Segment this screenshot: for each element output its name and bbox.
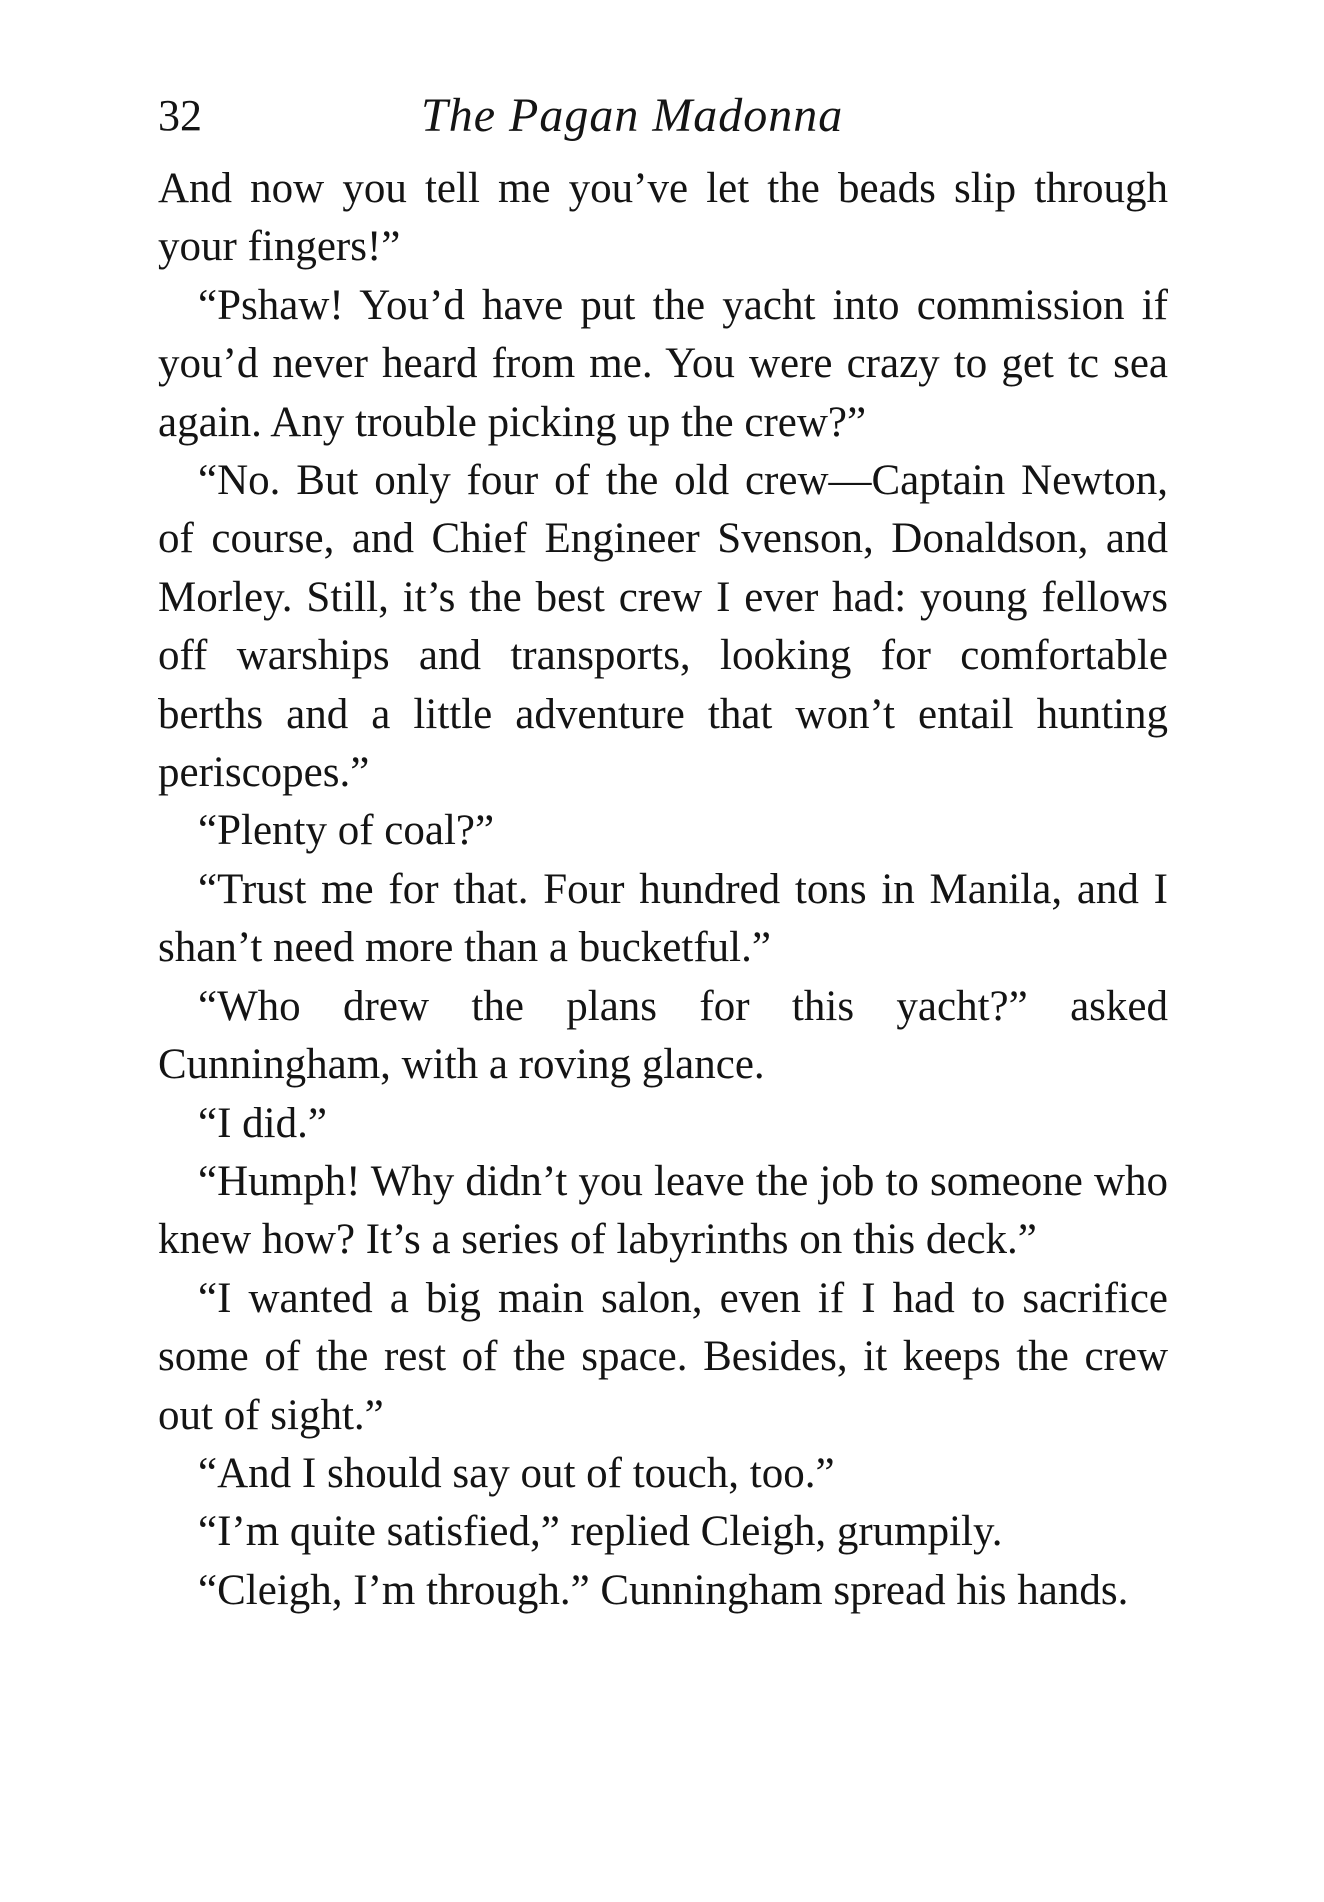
- paragraph: And now you tell me you’ve let the beads slip through your fingers!”: [158, 165, 1168, 271]
- paragraph: “Trust me for that. Four hundred tons in Manila, and I shan’t need more than a bucketful.”: [158, 865, 1168, 972]
- paragraph: “I did.”: [198, 1099, 327, 1147]
- paragraph: “No. But only four of the old crew—Captain Newton, of course, and Chief Engineer Svenson, Donaldson, and Morley. Still, it’s the best crew I ever had: young fellows off warships and transports, looking for comfortable berths and a little adventure that won’t entail hunting periscopes.”: [158, 457, 1168, 797]
- paragraph: “I wanted a big main salon, even if I had to sacrifice some of the rest of the space. Besides, it keeps the crew out of sight.”: [158, 1274, 1168, 1439]
- body-text: [158, 160, 1168, 1620]
- paragraph: “Plenty of coal?”: [198, 807, 495, 855]
- paragraph: “Pshaw! You’d have put the yacht into commission if you’d never heard from me. You were crazy to get tc sea again. Any trouble picking up the crew?”: [158, 281, 1168, 446]
- paragraph: “Cleigh, I’m through.” Cunningham spread his hands.: [198, 1566, 1129, 1614]
- running-title: The Pagan Madonna: [421, 89, 844, 142]
- paragraph: “And I should say out of touch, too.”: [198, 1449, 835, 1497]
- page-header: [158, 80, 1168, 152]
- page-number: 32: [158, 91, 202, 140]
- paragraph: “Who drew the plans for this yacht?” asked Cunningham, with a roving glance.: [158, 982, 1168, 1089]
- paragraph: “Humph! Why didn’t you leave the job to someone who knew how? It’s a series of labyrinths on this deck.”: [158, 1157, 1168, 1264]
- paragraph: “I’m quite satisfied,” replied Cleigh, grumpily.: [198, 1508, 1003, 1556]
